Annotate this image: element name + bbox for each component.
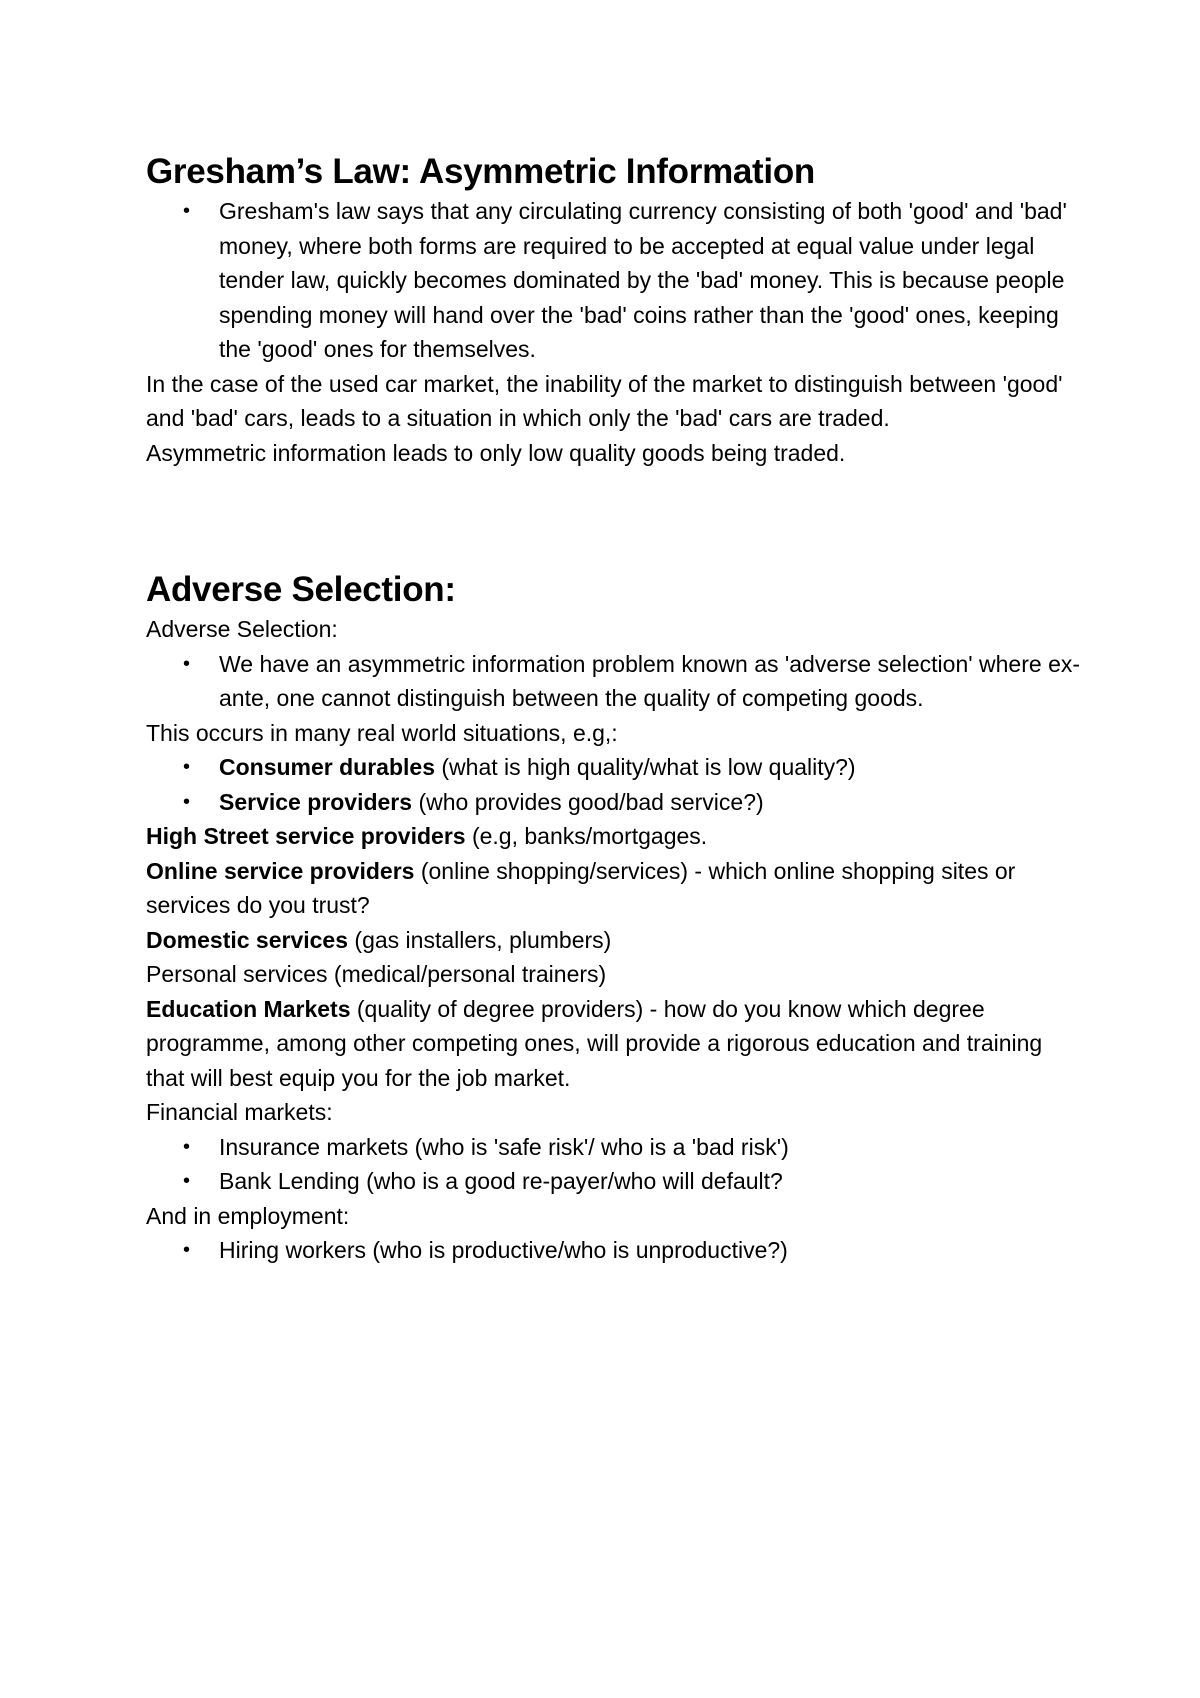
financial-item: Insurance markets (who is 'safe risk'/ who is a 'bad risk') bbox=[219, 1133, 789, 1160]
document-content bbox=[146, 150, 1086, 1268]
employment-list bbox=[146, 1233, 1086, 1268]
bullet-icon: • bbox=[183, 200, 191, 222]
example-description: (who provides good/bad service?) bbox=[412, 788, 764, 815]
bullet-icon: • bbox=[183, 790, 191, 813]
bullet-icon: • bbox=[183, 1239, 191, 1261]
bullet-icon: • bbox=[183, 1135, 191, 1158]
example-bold-label: Service providers bbox=[219, 788, 413, 815]
online-label: Online service providers bbox=[146, 857, 415, 884]
adverse-intro-list bbox=[146, 647, 1086, 716]
examples-list bbox=[146, 750, 1086, 819]
list-item bbox=[146, 194, 1086, 367]
adverse-selection-definition: We have an asymmetric information problem known as 'adverse selection' where ex-ante, one cannot distinguish between the quality of competing goods. bbox=[219, 650, 1081, 711]
financial-item: Bank Lending (who is a good re-payer/who will default? bbox=[219, 1168, 783, 1194]
online-paragraph bbox=[146, 854, 1086, 923]
list-item bbox=[146, 1130, 1086, 1165]
gresham-definition: Gresham's law says that any circulating currency consisting of both 'good' and 'bad' money, where both forms are required to be accepted at equal value under legal tender law, quickly becomes dominated by the 'bad' money. This is because people spending money will hand over the 'bad' coins rather than the 'good' ones, keeping the 'good' ones for themselves. bbox=[219, 198, 1067, 362]
financial-markets-paragraph: Financial markets: bbox=[146, 1099, 333, 1125]
gresham-bullet-list bbox=[146, 194, 1086, 367]
domestic-label: Domestic services bbox=[146, 926, 349, 953]
high-street-paragraph bbox=[146, 819, 1086, 854]
example-bold-label: Consumer durables bbox=[219, 754, 435, 780]
bullet-icon: • bbox=[183, 652, 191, 675]
list-item bbox=[146, 647, 1086, 716]
online-description: (online shopping/services) - which online shopping sites or services do you trust? bbox=[146, 857, 1016, 918]
used-car-paragraph: In the case of the used car market, the inability of the market to distinguish between 'good' and 'bad' cars, leads to a situation in which only the 'bad' cars are traded. bbox=[146, 370, 1063, 431]
high-street-description: (e.g, banks/mortgages. bbox=[465, 823, 708, 849]
high-street-label: High Street service providers bbox=[146, 823, 466, 849]
list-item bbox=[146, 1233, 1086, 1268]
adverse-selection-subtitle: Adverse Selection: bbox=[146, 616, 338, 642]
education-paragraph bbox=[146, 992, 1086, 1096]
domestic-paragraph bbox=[146, 923, 1086, 958]
education-description: (quality of degree providers) - how do you know which degree programme, among other competing ones, will provide a rigorous education and training that will best equip you for the job market. bbox=[146, 995, 1043, 1091]
heading-adverse-selection: Adverse Selection: bbox=[146, 570, 456, 609]
domestic-description: (gas installers, plumbers) bbox=[348, 926, 612, 953]
list-item bbox=[146, 750, 1086, 785]
occurs-paragraph: This occurs in many real world situations, e.g,: bbox=[146, 719, 618, 746]
asymmetric-info-paragraph: Asymmetric information leads to only low quality goods being traded. bbox=[146, 439, 846, 466]
list-item bbox=[146, 1164, 1086, 1199]
personal-services-paragraph: Personal services (medical/personal trainers) bbox=[146, 961, 607, 987]
bullet-icon: • bbox=[183, 756, 191, 778]
financial-list bbox=[146, 1130, 1086, 1199]
example-description: (what is high quality/what is low quality?) bbox=[435, 754, 856, 780]
employment-paragraph: And in employment: bbox=[146, 1202, 350, 1229]
employment-item: Hiring workers (who is productive/who is unproductive?) bbox=[219, 1237, 788, 1263]
education-label: Education Markets bbox=[146, 995, 351, 1022]
heading-greshams-law: Gresham’s Law: Asymmetric Information bbox=[146, 152, 815, 191]
list-item bbox=[146, 785, 1086, 820]
bullet-icon: • bbox=[183, 1170, 191, 1192]
